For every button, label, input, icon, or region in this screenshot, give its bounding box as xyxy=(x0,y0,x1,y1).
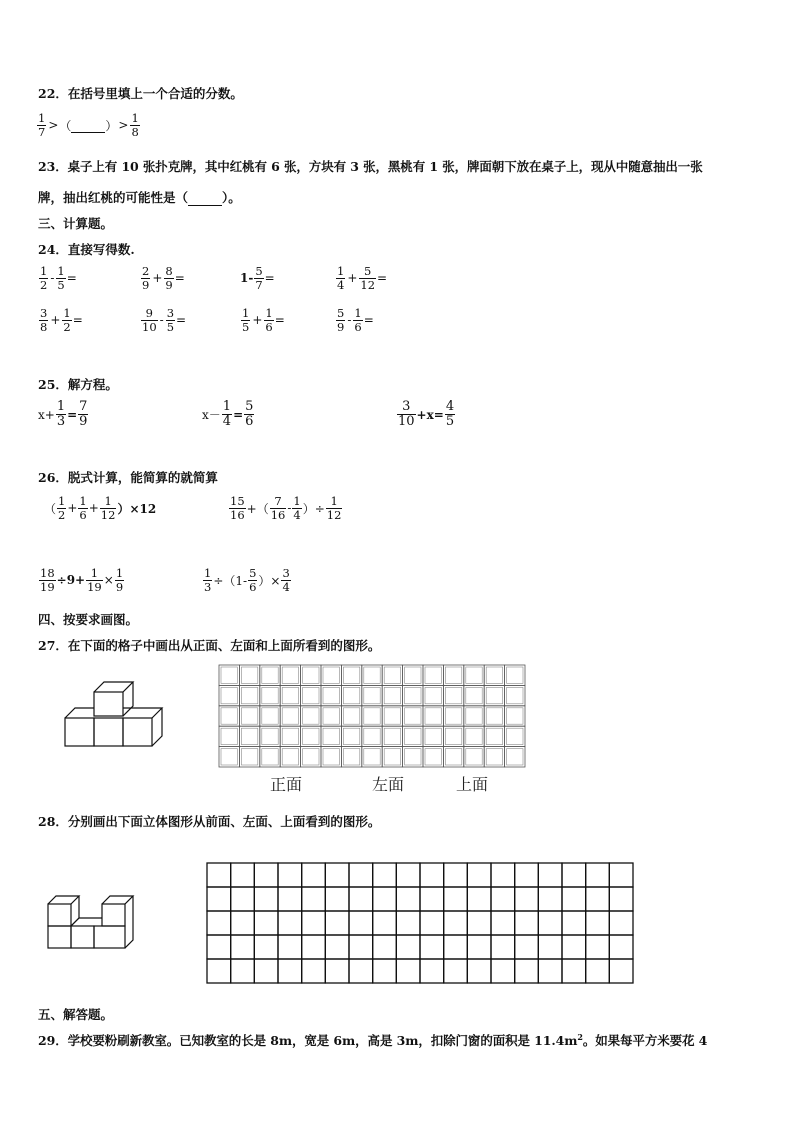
q24-item: $\frac{1}{2}$ - $\frac{1}{5}$ = xyxy=(40,264,77,292)
grid-cell[interactable] xyxy=(562,935,586,959)
grid-cell[interactable] xyxy=(515,887,539,911)
grid-cell[interactable] xyxy=(396,887,420,911)
q26-expression-3: $\frac{18}{19}$ ÷9+ $\frac{1}{19}$ × $\frac{1}{9}$ xyxy=(40,566,124,594)
grid-cell[interactable] xyxy=(325,911,349,935)
grid-cell[interactable] xyxy=(325,887,349,911)
grid-cell[interactable] xyxy=(373,887,397,911)
grid-cell[interactable] xyxy=(444,887,468,911)
q27-label-front: 正面 xyxy=(270,775,303,794)
q25-title: 25．解方程。 xyxy=(38,377,118,392)
grid-cell[interactable] xyxy=(491,887,515,911)
grid-cell[interactable] xyxy=(349,959,373,983)
grid-cell[interactable] xyxy=(420,863,444,887)
q27-label-left: 左面 xyxy=(372,775,405,794)
grid-cell[interactable] xyxy=(231,959,255,983)
section-4-heading: 四、按要求画图。 xyxy=(38,612,139,627)
grid-cell[interactable] xyxy=(302,911,326,935)
grid-cell[interactable] xyxy=(278,935,302,959)
grid-cell[interactable] xyxy=(349,935,373,959)
grid-cell[interactable] xyxy=(278,863,302,887)
q24-item: $\frac{1}{4}$ + $\frac{5}{12}$ = xyxy=(337,264,388,292)
grid-cell[interactable] xyxy=(325,863,349,887)
grid-cell[interactable] xyxy=(207,911,231,935)
grid-cell[interactable] xyxy=(586,863,610,887)
q22-left-fraction: $\frac{1}{7}$ xyxy=(38,111,46,139)
grid-cell[interactable] xyxy=(586,911,610,935)
grid-cell[interactable] xyxy=(586,887,610,911)
q24-item: $\frac{1}{5}$ + $\frac{1}{6}$ = xyxy=(242,306,285,334)
grid-cell[interactable] xyxy=(231,887,255,911)
section-5-heading: 五、解答题。 xyxy=(38,1007,114,1022)
grid-cell[interactable] xyxy=(278,959,302,983)
grid-cell[interactable] xyxy=(609,959,633,983)
grid-cell[interactable] xyxy=(491,911,515,935)
q22-title: 22．在括号里填上一个合适的分数。 xyxy=(38,86,243,101)
q24-item: $\frac{9}{10}$ - $\frac{3}{5}$ = xyxy=(142,306,187,334)
grid-cell[interactable] xyxy=(444,911,468,935)
grid-cell[interactable] xyxy=(373,959,397,983)
grid-cell[interactable] xyxy=(538,911,562,935)
grid-cell[interactable] xyxy=(515,863,539,887)
grid-cell[interactable] xyxy=(231,911,255,935)
q23-line1: 23．桌子上有 10 张扑克牌，其中红桃有 6 张，方块有 3 张，黑桃有 1 张，牌面朝下放在桌子上，现从中随意抽出一张 xyxy=(38,159,703,174)
q24-item: $\frac{3}{8}$ + $\frac{1}{2}$ = xyxy=(40,306,83,334)
q27-label-top: 上面 xyxy=(456,775,489,794)
q24-item: $\frac{2}{9}$ + $\frac{8}{9}$ = xyxy=(142,264,185,292)
q28-drawing-grid[interactable] xyxy=(207,863,633,983)
grid-cell[interactable] xyxy=(515,911,539,935)
grid-cell[interactable] xyxy=(325,935,349,959)
grid-cell[interactable] xyxy=(609,863,633,887)
q24-title: 24．直接写得数. xyxy=(38,242,135,257)
grid-cell[interactable] xyxy=(207,935,231,959)
grid-cell[interactable] xyxy=(491,863,515,887)
grid-cell[interactable] xyxy=(278,887,302,911)
q28-title: 28．分别画出下面立体图形从前面、左面、上面看到的图形。 xyxy=(38,814,381,829)
grid-cell[interactable] xyxy=(254,887,278,911)
grid-cell[interactable] xyxy=(444,935,468,959)
grid-cell[interactable] xyxy=(538,959,562,983)
grid-cell[interactable] xyxy=(467,863,491,887)
grid-cell[interactable] xyxy=(420,887,444,911)
q25-equation-1: x+ $\frac{1}{3}$ = $\frac{7}{9}$ xyxy=(38,399,88,430)
grid-cell[interactable] xyxy=(254,959,278,983)
q26-expression-1: （ $\frac{1}{2}$ + $\frac{1}{6}$ + $\frac{1}{12}$ ）×12 xyxy=(44,494,157,522)
grid-cell[interactable] xyxy=(467,959,491,983)
grid-cell[interactable] xyxy=(609,911,633,935)
grid-cell[interactable] xyxy=(349,911,373,935)
grid-cell[interactable] xyxy=(538,935,562,959)
grid-cell[interactable] xyxy=(349,863,373,887)
grid-cell[interactable] xyxy=(515,935,539,959)
q25-equation-3: $\frac{3}{10}$ +x= $\frac{4}{5}$ xyxy=(398,399,455,430)
q24-item: $\frac{5}{9}$ - $\frac{1}{6}$ = xyxy=(337,306,374,334)
grid-cell[interactable] xyxy=(302,863,326,887)
grid-cell[interactable] xyxy=(467,911,491,935)
grid-cell[interactable] xyxy=(325,959,349,983)
grid-cell[interactable] xyxy=(444,959,468,983)
grid-cell[interactable] xyxy=(396,959,420,983)
grid-cell[interactable] xyxy=(254,935,278,959)
grid-cell[interactable] xyxy=(491,959,515,983)
q23-line2: 牌，抽出红桃的可能性是（ ）。 xyxy=(38,190,241,205)
grid-cell[interactable] xyxy=(609,935,633,959)
q29-line1: 29．学校要粉刷新教室。已知教室的长是 8m，宽是 6m，高是 3m，扣除门窗的面积是 $11.4m^2$。如果每平方米要花 4 xyxy=(38,1031,708,1048)
grid-cell[interactable] xyxy=(467,887,491,911)
q22-expression: $\frac{1}{7}$ > （ ） > $\frac{1}{8}$ xyxy=(38,111,139,139)
grid-cell[interactable] xyxy=(562,959,586,983)
grid-cell[interactable] xyxy=(586,959,610,983)
grid-cell[interactable] xyxy=(444,863,468,887)
q24-item: 1- $\frac{5}{7}$ = xyxy=(240,264,275,292)
grid-cell[interactable] xyxy=(396,911,420,935)
grid-cell[interactable] xyxy=(207,959,231,983)
grid-cell[interactable] xyxy=(396,935,420,959)
q25-equation-2: x－ $\frac{1}{4}$ = $\frac{5}{6}$ xyxy=(202,399,254,430)
grid-cell[interactable] xyxy=(254,911,278,935)
q26-expression-4: $\frac{1}{3}$ ÷（1- $\frac{5}{6}$ ）× $\frac{3}{4}$ xyxy=(204,566,290,594)
grid-cell[interactable] xyxy=(231,935,255,959)
q27-title: 27．在下面的格子中画出从正面、左面和上面所看到的图形。 xyxy=(38,638,381,653)
q22-right-fraction: $\frac{1}{8}$ xyxy=(131,111,139,139)
section-3-heading: 三、计算题。 xyxy=(38,216,114,231)
grid-cell[interactable] xyxy=(538,887,562,911)
grid-cell[interactable] xyxy=(207,887,231,911)
grid-cell[interactable] xyxy=(349,887,373,911)
q26-title: 26．脱式计算，能简算的就简算 xyxy=(38,470,218,485)
grid-cell[interactable] xyxy=(467,935,491,959)
grid-cell[interactable] xyxy=(373,863,397,887)
grid-cell[interactable] xyxy=(538,863,562,887)
grid-cell[interactable] xyxy=(396,863,420,887)
grid-cell[interactable] xyxy=(278,911,302,935)
grid-cell[interactable] xyxy=(373,935,397,959)
grid-cell[interactable] xyxy=(562,911,586,935)
grid-cell[interactable] xyxy=(207,863,231,887)
grid-cell[interactable] xyxy=(231,863,255,887)
grid-cell[interactable] xyxy=(491,935,515,959)
q26-expression-2: $\frac{15}{16}$ +（ $\frac{7}{16}$ - $\frac{1}{4}$ ）÷ $\frac{1}{12}$ xyxy=(230,494,342,522)
grid-cell[interactable] xyxy=(302,935,326,959)
grid-cell[interactable] xyxy=(586,935,610,959)
grid-cell[interactable] xyxy=(420,935,444,959)
grid-cell[interactable] xyxy=(302,887,326,911)
grid-cell[interactable] xyxy=(562,887,586,911)
q22-gt: > xyxy=(48,118,59,133)
grid-cell[interactable] xyxy=(420,959,444,983)
grid-cell[interactable] xyxy=(254,863,278,887)
grid-cell[interactable] xyxy=(609,887,633,911)
grid-cell[interactable] xyxy=(515,959,539,983)
grid-cell[interactable] xyxy=(562,863,586,887)
grid-cell[interactable] xyxy=(373,911,397,935)
grid-cell[interactable] xyxy=(420,911,444,935)
grid-cell[interactable] xyxy=(302,959,326,983)
